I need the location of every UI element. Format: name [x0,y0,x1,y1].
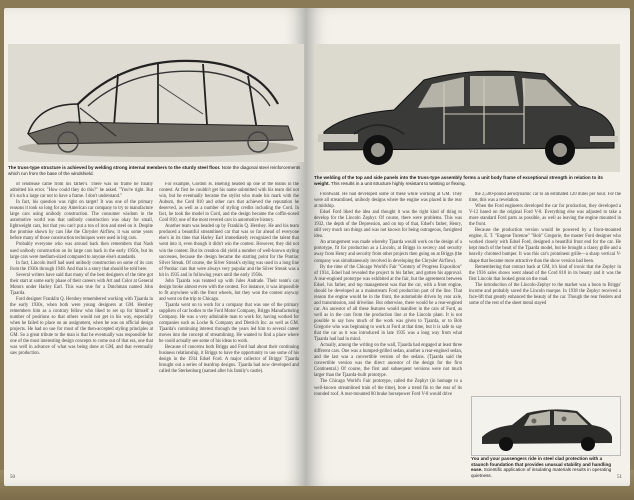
paragraph: For example, Gordon H. Buehrig headed up one of the teams in the contest. At first he couldn't get his name submitted with his team did not win, but he eventually became the stylist who made his mark with the Auburn, the Cord 810 and other cars that achieved the reputation he deserved, as well as a number of styling credits including the Cord. In fact, he took the model to Cord, and the design became the coffin-nosed Cord 810, one of the most revered cars in automotive history. [159,182,299,224]
paragraph: Tjaarda went on to work for a company that was one of the primary suppliers of car bodies to the Ford Motor Company, Briggs Manufacturing Company. He was a very admirable man to work for, having worked for companies such as Locke & Company and Dietrich Inc. as well as GM. Tjaarda's continuing interest through the years led him to several career moves into the concept of streamlining. He wanted to find a place where he could actually see some of his ideas to work. [159,302,299,345]
paragraph: The introduction of the Lincoln-Zephyr to the market was a boon to Briggs' income and probably saved the Lincoln marque. In 1938 the Zephyr received a face-lift that greatly enhanced the beauty of the car. Though the rear fenders and some of the rest of the sheet metal stayed [469,282,621,306]
paragraph: Edsel Ford liked the idea and thought it was the right kind of thing to develop for the Lincoln Zephyr. Of course, there were problems. This was 1932, the depth of the Depression, and on top of that, Edsel's father, Henry, still very much ran things and was not known for being outrageous, farsighted idea. [314,210,462,240]
paragraph: In fact, his question was right on target! It was one of the primary reasons it took so long for any American car company to try to manufacture large cars using unibody construction. The consumer wisdom in the automotive world was that unibody construction was okay for small, lightweight cars, but that you can't put a ton of iron and steel on it. Despite the promise shown by cars like the Chrysler Airflow, it was some years before many of those construction techniques were used in big cars. [10,200,153,242]
right-caption-rest: This results in a unit structure highly resistant to twisting or flexing. [331,180,466,186]
left-caption-rest: Note the diagonal steel reinforcements which run from the base of the windshield. [8,165,301,176]
inset-caption-rest: Scientific application of insulating materials results in operating quietness. [471,467,612,478]
right-photo-caption [314,175,620,186]
left-page-number: 50 [10,475,15,480]
paragraph: The Chicago World's Fair prototype, called the Zephyr (in homage to a well-known streamlined train of the time), bore a trend fin to the rear of its rounded roof. A rear-mounted 80 brake horsepower Ford V-8 would drive [314,379,462,397]
body-frame-illustration [8,44,304,162]
inset-sedan-illustration [472,397,620,455]
right-column-2 [469,192,621,392]
inset-caption-bold: You and your passengers ride in steel clad protection with a staunch foundation that provides unusual stability and handling ease. [471,456,612,473]
paragraph: Frontwald. He had developed some of these while working at GM. They were all streamlined, unibody designs where the engine was placed in the rear at midship. [314,192,462,210]
left-column-2 [159,182,299,472]
right-caption-bold: The welding of the top and side panels into the truss-type assembly forms a unit body frame of exceptional strength in relation to its weight. [314,175,603,186]
left-caption-bold: The truss-type structure is achieved by welding strong internal members to the sturdy steel floor. [8,165,221,170]
sedan-cutaway-illustration [314,44,620,172]
paragraph: Ford designer Franklin Q. Hershey remembered working with Tjaarda in the early 1930s, when both were young designers at GM. Hershey remembers him as a contrary fellow who liked to set up for himself a number of positions so that others would not get in his way, especially when he failed to place on an assignment, when he was on official design projects. He had no use for most of the then-accepted styling principles at GM. So a great tribute to the man is that he eventually was responsible for one of the most interesting design concepts to come out of that era, one that was well in advance of what was being done at GM, and that eventually saw production. [10,296,153,357]
left-page [4,8,306,486]
paragraph: Probably everyone who was around back then remembers that Nash used unibody construction on its large cars back in the early 1950s, but its large cars were medium-sized compared to anyone else's standards. [10,242,153,260]
inset-car-photo [471,396,621,456]
paragraph: John Tjaarda was teamed up with Jules Andrade. Their team's car design broke almost even with the contest. For instance, it was impossible to fit anywhere with the front wheels, but they won the contest anyway and went on the trip to Chicago. [159,278,299,302]
left-column-1 [10,182,153,472]
paragraph: Remembering that contact back at GM, it's kind of ironic that the Zephyr in the 1936 sales shows went ahead of the Cord 810 in its beauty and it was the first Lincoln that looked great on the road. [469,264,621,282]
paragraph: An arrangement was made whereby Tjaarda would work on the design of a prototype, fit for production as a Lincoln, at Briggs in secrecy and security away from Henry and security from other projects then going on at Briggs (the company was simultaneously involved in developing the Chrysler Airflow). [314,240,462,264]
paragraph: Several writers have said that many of the best designers of the time got their start at some early phase of their careers with Art and Color at General Motors under Harley Earl. This was true for a Dutchman named John Tjaarda. [10,272,153,296]
paragraph: Because the production version would be powered by a front-mounted engine, E. T. "Eugene Turenne" "Bob" Gregorie, the master Ford designer who worked closely with Edsel Ford, designed a beautiful front end for the car. He kept much of the heart of the Tjaarda model, but he brought a classy grille and a heavily chromed bumper. It was this car's prominent grille—a sharp vertical V-shape that became more attractive than the show version had been. [469,228,621,264]
right-column-1 [314,192,462,472]
inset-caption [471,456,619,478]
paragraph: In fact, Lincoln itself had used unibody construction on some of its cars from the 1930s through 1948. And that is a story that should be told here. [10,260,153,272]
paragraph: of lendlease came from his father's. There was no frame he finally admitted his error. "How could they do this?" he asked. "You're right. But it's such a large car not to have a frame. I don't understand." [10,182,153,200]
truss-structure-photo [8,44,304,162]
right-page [306,8,630,486]
sedan-body-photo [314,44,620,172]
paragraph: the 2,500-pound aerodynamic car to an estimated 120 miles per hour. For the time, this was a revelation. [469,192,621,204]
paragraph: When the Ford engineers developed the car for production, they developed a V-12 based on the original Ford V-8. Everything else was adjusted to take a more standard Ford parts as possible, as well as leaving the engine mounted in the front. [469,204,621,228]
paragraph: Because of concerns both Briggs and Ford had about their continuing business relationship, it Briggs to have the opportunity to use some of his design in the 1934 Edsel Ford. A major collector of Briggs' Tjaarda brought out a series of teardrop designs. Tjaarda had now developed and called the Sterkenburg (named after his family's castle). [159,345,299,375]
paragraph: Actually, among the writing on the wall, Tjaarda had engaged at least three different cars. One was a humped-grilled sedan, another a rear-engined sedan, and the last was a convertible version of the sedans. (Tjaarda said the convertible version was the direct ancestor of the design for the first Continental.) Of course, the first and subsequent versions were not much larger than the Tjaarda-built prototype. [314,343,462,379]
paragraph: By the time of the Chicago World's Fair "Century of Progress Exposition" of 1934, Edsel had revealed the project to his father, and gotten his approval. A rear-engined prototype was exhibited at the fair, but the agreement between Edsel, his father, and top management was that the car, with a front engine, should be developed as a mainstream Ford production part of the line. That reason the engine would be in the front, the automobile driven by rear axle, and transmission, and driveline. But otherwise, there would be a rear-engined car. An ancestor of all these features would manifest in the cars of Ford, as well as in the cars from the production line at the Lincoln plant. It is not possible to say how much of the work was given to Tjaarda, or to Bob Gregorie who was beginning to work at Ford at that time, but it is safe to say that the car as it was introduced in late 1935 was a long way from what Tjaarda had had in mind. [314,264,462,343]
left-photo-caption [8,165,304,176]
paragraph: Another team was headed up by Franklin Q. Hershey. He and his team produced a beautiful streamlined car that was so far ahead of everyone else's in its time that Harley Earl immediately recognized the talent that went into it, even though it didn't win the contest. However, they did not win the contest. But its creation did yield a number of well-known styling successes, because the design became the starting point for the Pontiac Silver Streak. Of course, the Silver Streak's styling was used in a long line of Pontiac cars that were always very popular and the Silver Streak was a hit in 1935 and in following years until the early 1950s. [159,224,299,278]
right-page-number: 51 [617,475,622,480]
